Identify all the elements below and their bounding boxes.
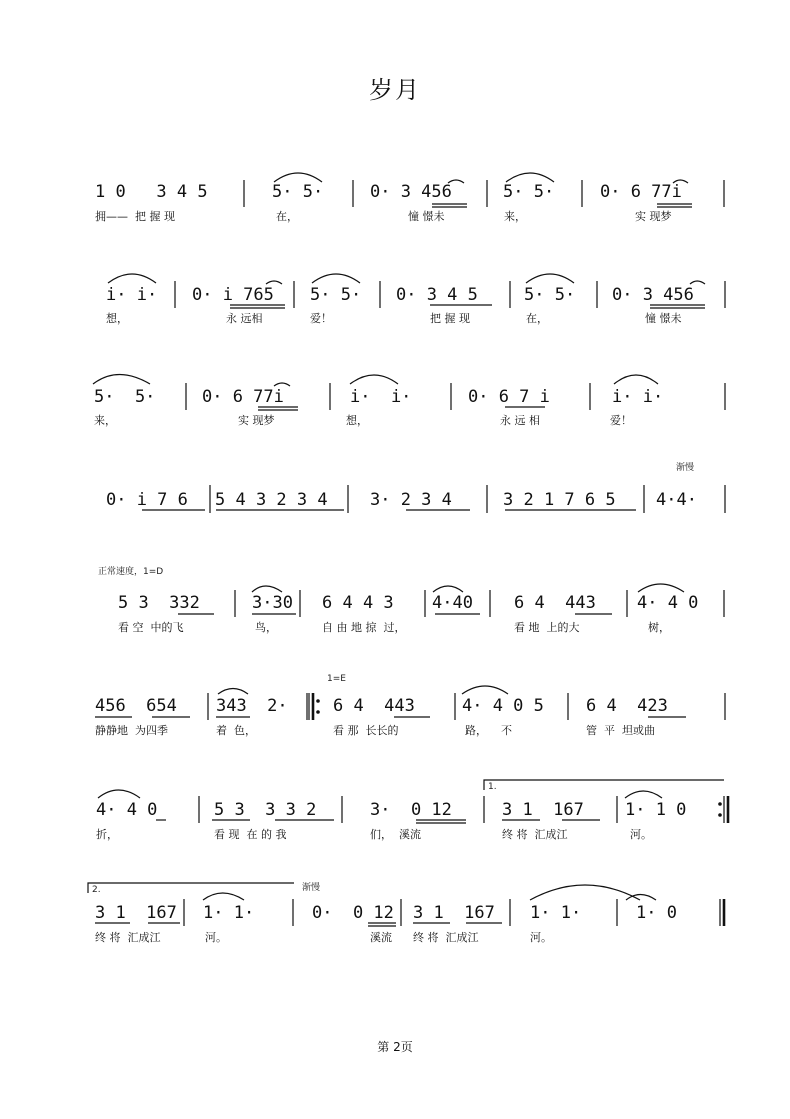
- key-change-mark: 1=E: [327, 674, 346, 684]
- lyric-line: 想，: [346, 414, 368, 427]
- measure-notes: 3· 2 3 4: [370, 490, 452, 510]
- measure-notes: 6 4 4 3: [322, 593, 394, 613]
- lyric-line: 看 地 上的大: [514, 621, 580, 634]
- lyric-line: 溪流: [370, 931, 392, 944]
- measure-notes: 5 4 3 2 3 4: [215, 490, 328, 510]
- measure-notes: 0· 3 456: [612, 285, 694, 305]
- measure-notes: 4· 4 0: [637, 593, 699, 613]
- lyric-line: 憧 憬未: [408, 210, 445, 223]
- lyric-line: 着 色，: [216, 724, 256, 737]
- measure-notes: 3 1 167: [502, 800, 584, 820]
- measure-notes: 6 4 423: [586, 696, 668, 716]
- measure-notes: 4·40: [432, 593, 473, 613]
- measure-notes: 5· 5·: [503, 182, 555, 202]
- lyric-line: 终 将 汇成江: [502, 828, 568, 841]
- volta-2-label: 2.: [92, 885, 101, 895]
- lyric-line: 永 远 相: [500, 414, 540, 427]
- lyric-line: 实 现梦: [238, 414, 275, 427]
- measure-notes: 6 4 443: [514, 593, 596, 613]
- ritardando-mark: 渐慢: [676, 463, 695, 473]
- measure-notes: 4· 4 0 5: [462, 696, 544, 716]
- lyric-line: 河。: [630, 828, 652, 841]
- lyric-line: 河。: [530, 931, 552, 944]
- lyric-line: 终 将 汇成江: [95, 931, 161, 944]
- lyric-line: 拥—— 把 握 现: [95, 210, 175, 223]
- measure-notes: 1· 1·: [530, 903, 582, 923]
- lyric-line: 折，: [96, 828, 118, 841]
- lyric-line: 看 空 中的飞: [118, 621, 184, 634]
- lyric-line: 来，: [94, 414, 116, 427]
- measure-notes: 4·4·: [656, 490, 697, 510]
- lyric-line: 鸟，: [255, 621, 277, 634]
- measure-notes: 6 4 443: [333, 696, 415, 716]
- lyric-line: 憧 憬未: [645, 312, 682, 325]
- measure-notes: 3 2 1 7 6 5: [503, 490, 616, 510]
- measure-notes: 5 3 3 3 2: [214, 800, 317, 820]
- lyric-line: 树，: [648, 621, 670, 634]
- lyric-line: 终 将 汇成江: [413, 931, 479, 944]
- lyric-line: 自 由 地 掠 过，: [322, 621, 406, 634]
- measure-notes: 3 1 167: [413, 903, 495, 923]
- lyric-line: 静静地 为四季: [95, 724, 168, 737]
- measure-notes: 456 654: [95, 696, 177, 716]
- measure-notes: 1 0 3 4 5: [95, 182, 208, 202]
- measure-notes: 3 1 167: [95, 903, 177, 923]
- measure-notes: 4· 4 0: [96, 800, 158, 820]
- measure-notes: 5· 5·: [272, 182, 324, 202]
- measure-notes: i· i·: [106, 285, 158, 305]
- measure-notes: 0· 6 77i: [600, 182, 682, 202]
- page-number: 第 2页: [377, 1040, 413, 1054]
- measure-notes: 5· 5·: [310, 285, 362, 305]
- lyric-line: 永 远相: [226, 312, 263, 325]
- volta-1-label: 1.: [488, 782, 497, 792]
- measure-notes: 3·30: [252, 593, 293, 613]
- lyric-line: 路， 不: [465, 724, 512, 737]
- measure-notes: 1· 1·: [203, 903, 255, 923]
- measure-notes: 0· 0 12: [312, 903, 394, 923]
- measure-notes: 5 3 332: [118, 593, 200, 613]
- lyric-line: 爱！: [310, 312, 332, 325]
- lyric-line: 在，: [276, 210, 298, 223]
- measure-notes: 5· 5·: [524, 285, 576, 305]
- lyric-line: 河。: [205, 931, 227, 944]
- measure-notes: 5· 5·: [94, 387, 156, 407]
- measure-notes: i· i·: [612, 387, 664, 407]
- measure-notes: 0· i 765: [192, 285, 274, 305]
- measure-notes: 0· 6 77i: [202, 387, 284, 407]
- lyric-line: 管 平 坦或曲: [586, 724, 655, 737]
- lyric-line: 爱！: [610, 414, 632, 427]
- lyric-line: 在，: [526, 312, 548, 325]
- measure-notes: 0· 3 456: [370, 182, 452, 202]
- ritardando-mark-2: 渐慢: [302, 883, 321, 893]
- tempo-key-mark: 正常速度，1=D: [98, 567, 164, 577]
- lyric-line: 看 那 长长的: [333, 724, 399, 737]
- lyric-line: 实 现梦: [635, 210, 672, 223]
- page-title: 岁月: [369, 76, 421, 104]
- measure-notes: 1· 0: [636, 903, 677, 923]
- lyric-line: 把 握 现: [430, 312, 470, 325]
- measure-notes: 1· 1 0: [625, 800, 687, 820]
- lyric-line: 们， 溪流: [370, 828, 421, 841]
- lyric-line: 想，: [106, 312, 128, 325]
- lyric-line: 来，: [504, 210, 526, 223]
- lyric-line: 看 现 在 的 我: [214, 828, 287, 841]
- measure-notes: 343 2·: [216, 696, 288, 716]
- measure-notes: 3· 0 12: [370, 800, 452, 820]
- measure-notes: 0· i 7 6: [106, 490, 188, 510]
- measure-notes: 0· 3 4 5: [396, 285, 478, 305]
- measure-notes: i· i·: [350, 387, 412, 407]
- measure-notes: 0· 6 7 i: [468, 387, 550, 407]
